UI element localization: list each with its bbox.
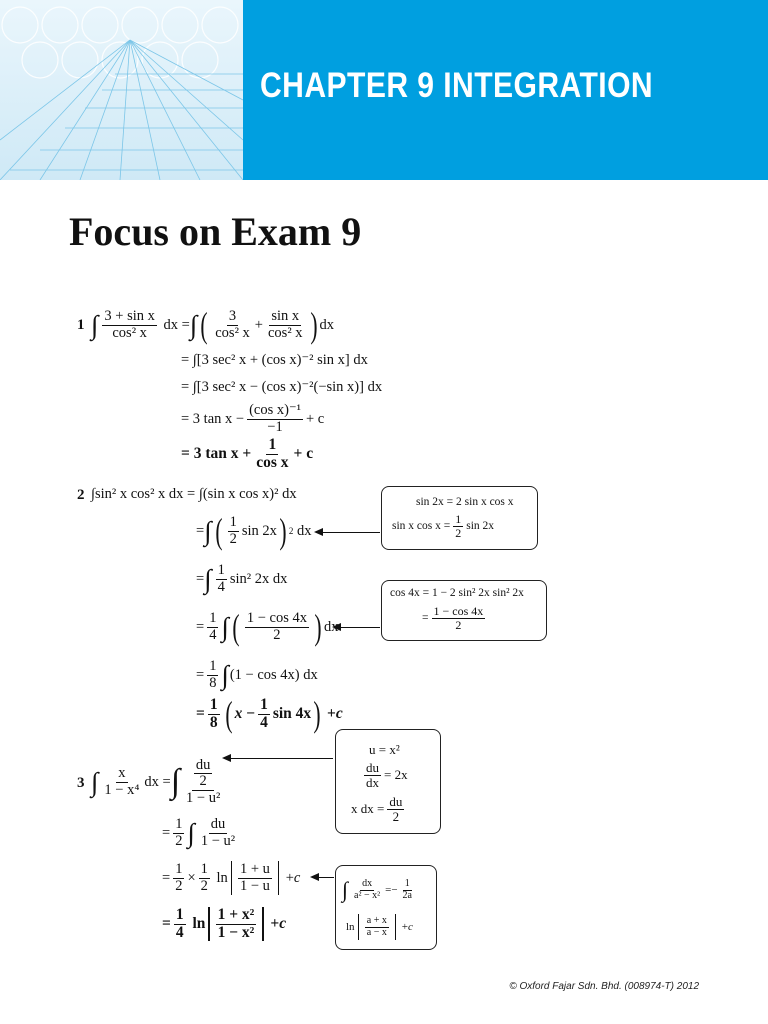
q2-hint-box-1: sin 2x = 2 sin x cos x sin x cos x = $\frac{1}{2}$ sin 2x <box>381 486 538 550</box>
copyright-footer: © Oxford Fajar Sdn. Bhd. (008974-T) 2012 <box>509 981 699 992</box>
q1-answer: = 3 tan x + $\frac{1}{\text{cos x}}$ + c <box>181 436 314 471</box>
q1-line-2: = ∫[3 sec² x + (cos x)⁻² sin x] dx <box>181 352 368 368</box>
q2-hint-box-2: cos 4x = 1 − 2 sin² 2x sin² 2x = $\frac{1 - \cos 4x}{2}$ <box>381 580 547 641</box>
q2-answer: = $\frac{1}{8}$ ( x − $\frac{1}{4}$ sin 4x ) + c <box>196 694 343 734</box>
arrow-left-icon <box>314 528 323 536</box>
header-band <box>243 0 768 180</box>
q3-line-1: ∫ $\frac{x}{\text{1 − x⁴}}$ dx = ∫ $\frac{\frac{du}{2}}{\text{1 − u²}}$ <box>91 757 221 806</box>
section-title: Focus on Exam 9 <box>69 209 362 254</box>
perspective-grid-graphic <box>0 0 243 180</box>
q2-arrow-2 <box>340 627 380 628</box>
q3-answer: = $\frac{1}{4}$ ln $\frac{\text{1 + x²}}{\text{1 − x²}}$ + c <box>162 906 287 941</box>
q1-line-4: = 3 tan x − $\frac{\text{(cos x)⁻¹}}{-1}$ + c <box>181 402 325 435</box>
question-number-2: 2 <box>77 487 85 503</box>
arrow-left-icon <box>310 873 319 881</box>
q1-lhs-fraction: $\frac{\text{3 + sin x}}{\text{cos² x}}$ <box>104 308 155 341</box>
q1-line-1: ∫ $\frac{\text{3 + sin x}}{\text{cos² x}}$ dx = ∫ ( $\frac{3}{\text{cos² x}}$ + $\frac{\text{sin x}}{\text{cos² x}}$ ) dx <box>91 305 335 345</box>
header-decorative-art <box>0 0 243 180</box>
question-number-3: 3 <box>77 775 85 791</box>
question-number-1: 1 <box>77 317 85 333</box>
q1-line-3: = ∫[3 sec² x − (cos x)⁻²(−sin x)] dx <box>181 379 383 395</box>
q2-line-5: = $\frac{1}{8}$ ∫ (1 − cos 4x) dx <box>196 658 318 691</box>
q3-arrow-1 <box>230 758 333 759</box>
q3-line-2: = $\frac{1}{2}$ ∫ $\frac{du}{\text{1 − u²}}$ <box>162 816 236 849</box>
chapter-title: CHAPTER 9 INTEGRATION <box>260 66 654 105</box>
q2-line-4: = $\frac{1}{4}$ ∫ ( $\frac{1 - \cos 4x}{2}$ ) dx <box>196 607 339 647</box>
q1-fraction-b: $\frac{\text{sin x}}{\text{cos² x}}$ <box>267 308 303 341</box>
q3-substitution-box: u = x² $\frac{du}{dx}$ = 2x x dx = $\frac{du}{2}$ <box>335 729 441 834</box>
q3-arrow-2 <box>318 877 334 878</box>
q2-line-2: = ∫ ( $\frac{1}{2}$ sin 2x ) 2 dx <box>196 511 312 551</box>
q2-line-1: ∫sin² x cos² x dx = ∫(sin x cos x)² dx <box>91 486 297 502</box>
q2-arrow-1 <box>322 532 380 533</box>
q3-line-3: = $\frac{1}{2}$ × $\frac{1}{2}$ ln $\frac{1 + u}{1 - u}$ + c <box>162 861 301 894</box>
q1-fraction-a: $\frac{3}{\text{cos² x}}$ <box>215 308 250 341</box>
arrow-left-icon <box>332 623 341 631</box>
q3-formula-box: ∫ $\frac{dx}{\text{a² − x²}}$ =− $\frac{1}{2a}$ ln $\frac{a + x}{a - x}$ + c <box>335 865 437 950</box>
q2-line-3: = ∫ $\frac{1}{4}$ sin² 2x dx <box>196 562 288 595</box>
arrow-left-icon <box>222 754 231 762</box>
